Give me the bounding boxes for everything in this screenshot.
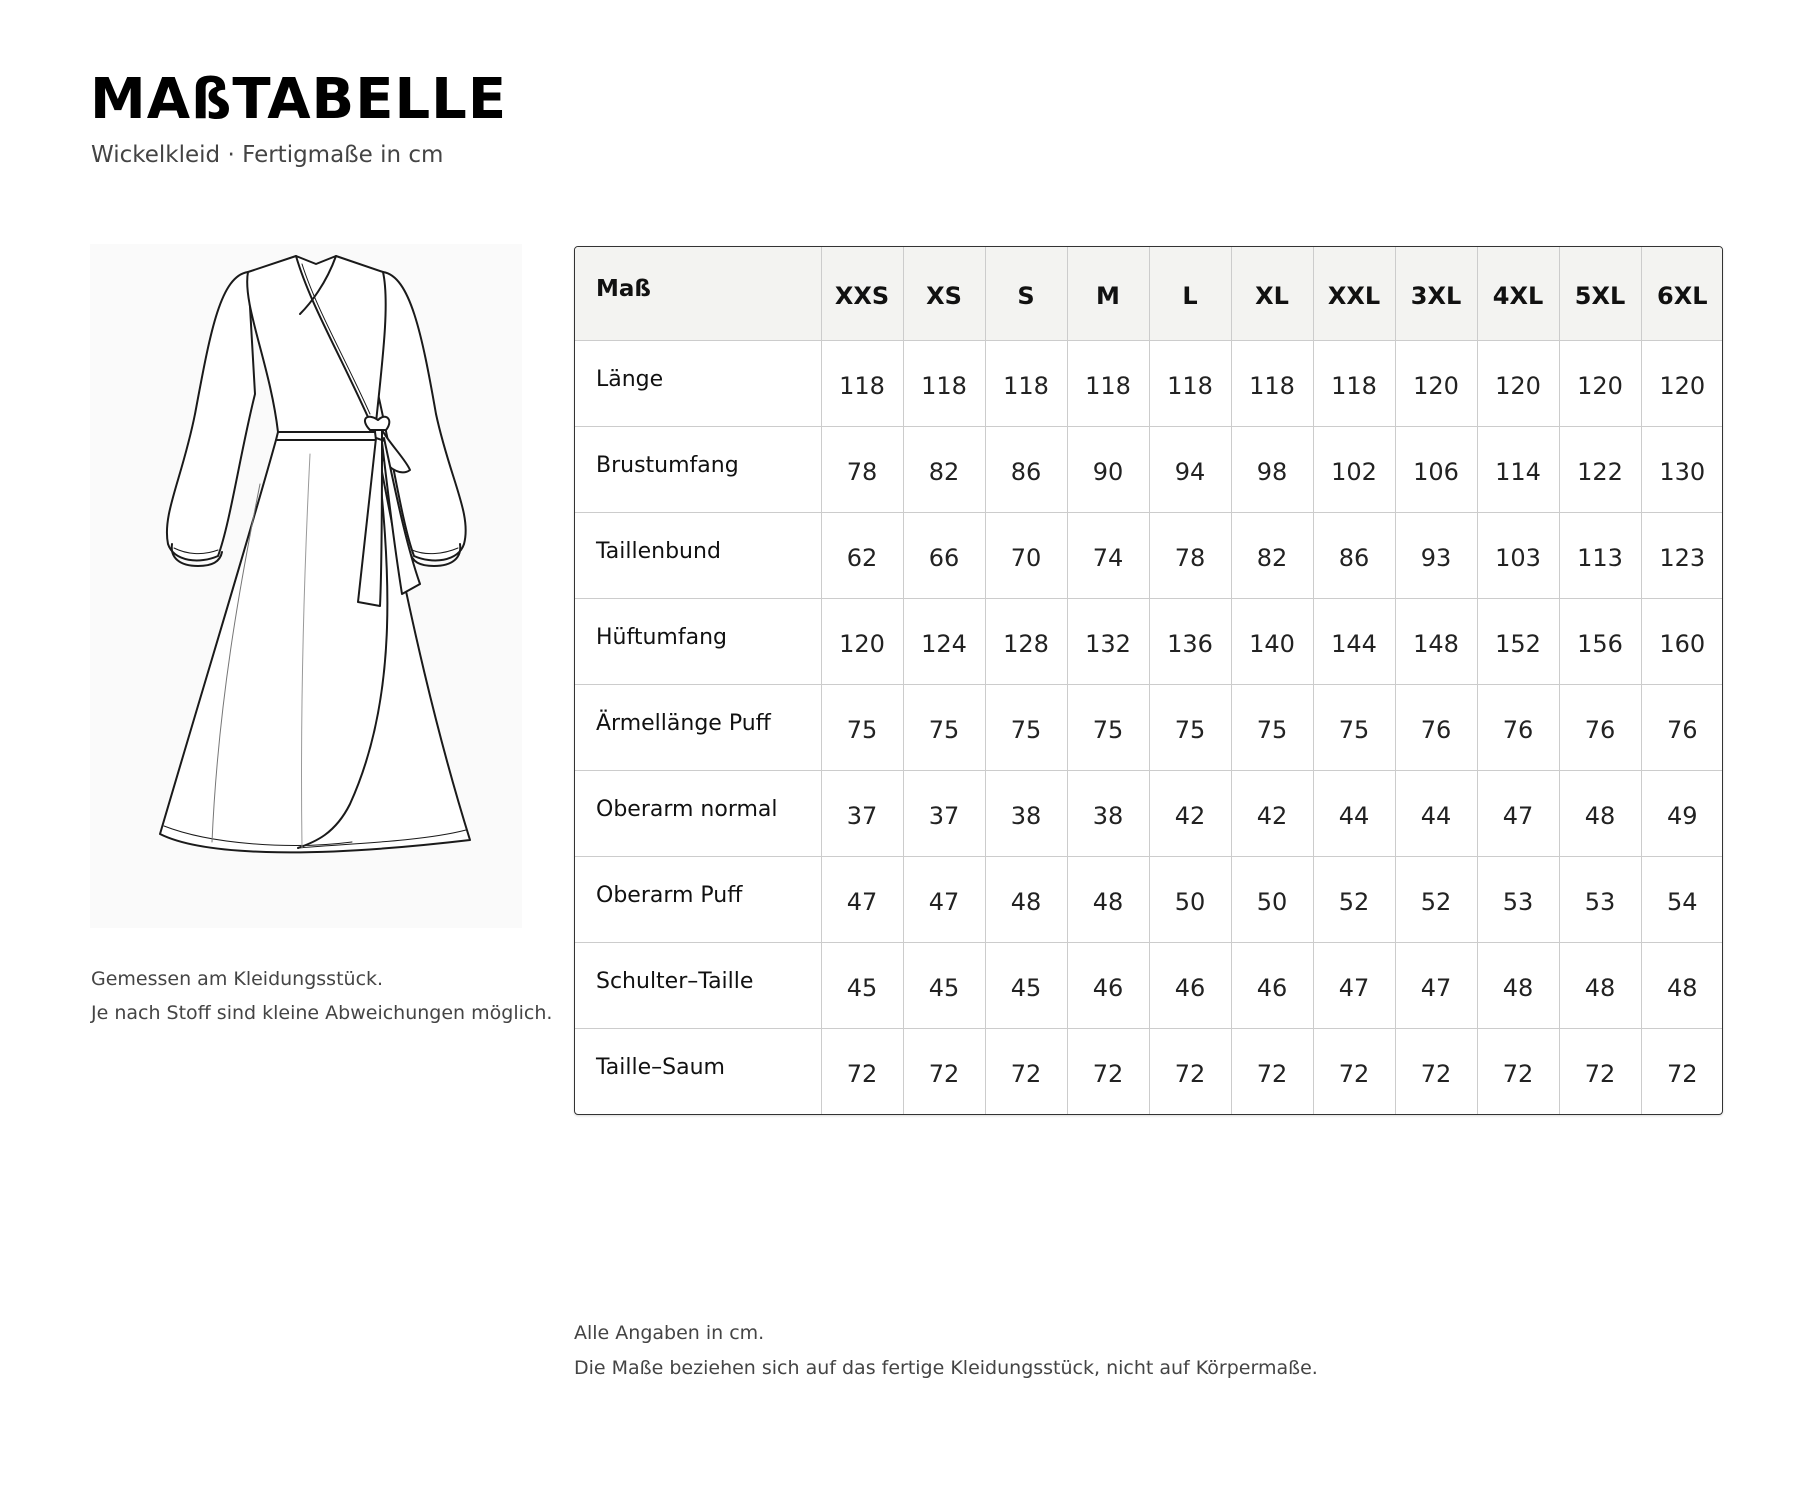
table-cell: 118: [1231, 341, 1313, 427]
table-cell: 72: [1477, 1029, 1559, 1115]
column-header-size: 6XL: [1641, 247, 1723, 341]
column-header-size: 3XL: [1395, 247, 1477, 341]
table-cell: 103: [1477, 513, 1559, 599]
table-cell: 72: [985, 1029, 1067, 1115]
row-label: Ärmellänge Puff: [575, 685, 821, 771]
table-cell: 82: [903, 427, 985, 513]
table-cell: 148: [1395, 599, 1477, 685]
table-cell: 72: [821, 1029, 903, 1115]
table-cell: 37: [903, 771, 985, 857]
units-note: [574, 1316, 1318, 1386]
table-cell: 66: [903, 513, 985, 599]
table-cell: 49: [1641, 771, 1723, 857]
row-label: Länge: [575, 341, 821, 427]
table-cell: 46: [1067, 943, 1149, 1029]
table-cell: 78: [821, 427, 903, 513]
table-cell: 75: [1067, 685, 1149, 771]
table-cell: 44: [1313, 771, 1395, 857]
table-cell: 144: [1313, 599, 1395, 685]
row-label: Taille–Saum: [575, 1029, 821, 1115]
table-cell: 122: [1559, 427, 1641, 513]
column-header-size: XL: [1231, 247, 1313, 341]
wrap-dress-icon: [90, 244, 522, 928]
note-line: Gemessen am Kleidungsstück.: [91, 968, 384, 990]
table-cell: 78: [1149, 513, 1231, 599]
table-cell: 118: [1149, 341, 1231, 427]
table-row: [575, 599, 1723, 685]
table-cell: 50: [1149, 857, 1231, 943]
table-cell: 106: [1395, 427, 1477, 513]
table-cell: 114: [1477, 427, 1559, 513]
table-cell: 76: [1559, 685, 1641, 771]
table-cell: 76: [1477, 685, 1559, 771]
table-cell: 118: [1313, 341, 1395, 427]
column-header-size: L: [1149, 247, 1231, 341]
table-cell: 48: [1559, 771, 1641, 857]
table-cell: 47: [1313, 943, 1395, 1029]
table-cell: 140: [1231, 599, 1313, 685]
table-cell: 38: [985, 771, 1067, 857]
table-cell: 75: [903, 685, 985, 771]
table-cell: 45: [985, 943, 1067, 1029]
row-label: Oberarm normal: [575, 771, 821, 857]
row-label: Hüftumfang: [575, 599, 821, 685]
table-cell: 152: [1477, 599, 1559, 685]
column-header-measure: Maß: [575, 247, 821, 341]
table-header-row: [575, 247, 1723, 341]
table-cell: 123: [1641, 513, 1723, 599]
table-cell: 48: [1067, 857, 1149, 943]
row-label: Oberarm Puff: [575, 857, 821, 943]
table-cell: 102: [1313, 427, 1395, 513]
table-cell: 48: [1559, 943, 1641, 1029]
table-cell: 72: [1231, 1029, 1313, 1115]
column-header-size: 4XL: [1477, 247, 1559, 341]
table-cell: 47: [1477, 771, 1559, 857]
table-cell: 136: [1149, 599, 1231, 685]
row-label: Brustumfang: [575, 427, 821, 513]
table-cell: 52: [1313, 857, 1395, 943]
table-cell: 46: [1231, 943, 1313, 1029]
column-header-size: S: [985, 247, 1067, 341]
table-row: [575, 685, 1723, 771]
table-cell: 156: [1559, 599, 1641, 685]
table-cell: 120: [1477, 341, 1559, 427]
note-line: Alle Angaben in cm.: [574, 1322, 765, 1344]
table-cell: 75: [985, 685, 1067, 771]
page-subtitle: Wickelkleid · Fertigmaße in cm: [91, 142, 444, 168]
table-cell: 75: [1313, 685, 1395, 771]
table-cell: 72: [1559, 1029, 1641, 1115]
page-title: MAßTABELLE: [90, 67, 508, 132]
table-row: [575, 427, 1723, 513]
table-cell: 75: [1231, 685, 1313, 771]
measurement-note: [91, 962, 552, 1030]
table-row: [575, 857, 1723, 943]
table-cell: 52: [1395, 857, 1477, 943]
table-cell: 160: [1641, 599, 1723, 685]
table-cell: 124: [903, 599, 985, 685]
table-cell: 86: [985, 427, 1067, 513]
table-cell: 48: [985, 857, 1067, 943]
table-cell: 46: [1149, 943, 1231, 1029]
table-row: [575, 341, 1723, 427]
table-cell: 120: [1559, 341, 1641, 427]
table-cell: 48: [1477, 943, 1559, 1029]
table-cell: 54: [1641, 857, 1723, 943]
table-cell: 90: [1067, 427, 1149, 513]
row-label: Taillenbund: [575, 513, 821, 599]
table-cell: 86: [1313, 513, 1395, 599]
table-cell: 72: [1313, 1029, 1395, 1115]
table-cell: 75: [821, 685, 903, 771]
note-line: Die Maße beziehen sich auf das fertige Kleidungsstück, nicht auf Körpermaße.: [574, 1357, 1318, 1379]
table-cell: 82: [1231, 513, 1313, 599]
dress-illustration: [90, 244, 522, 928]
table-cell: 75: [1149, 685, 1231, 771]
table-cell: 93: [1395, 513, 1477, 599]
table-cell: 118: [903, 341, 985, 427]
table-cell: 53: [1477, 857, 1559, 943]
table-cell: 47: [821, 857, 903, 943]
table-cell: 72: [1666, 1059, 1698, 1088]
column-header-size: XXS: [821, 247, 903, 341]
column-header-size: M: [1067, 247, 1149, 341]
column-header-size: XS: [903, 247, 985, 341]
size-table: [575, 247, 1723, 1114]
table-cell: 94: [1149, 427, 1231, 513]
table-cell: 45: [903, 943, 985, 1029]
table-cell: 72: [1395, 1029, 1477, 1115]
table-cell: 42: [1149, 771, 1231, 857]
table-cell: 74: [1067, 513, 1149, 599]
table-cell: 45: [821, 943, 903, 1029]
table-row: [575, 771, 1723, 857]
table-cell: 76: [1395, 685, 1477, 771]
table-cell: 37: [821, 771, 903, 857]
table-cell: 62: [821, 513, 903, 599]
table-cell: 47: [903, 857, 985, 943]
table-cell: 120: [1395, 341, 1477, 427]
table-cell: 76: [1641, 685, 1723, 771]
size-table-container: [574, 246, 1723, 1115]
table-cell: 38: [1067, 771, 1149, 857]
table-row: [575, 943, 1723, 1029]
table-cell: 98: [1231, 427, 1313, 513]
table-cell: 113: [1559, 513, 1641, 599]
table-cell: 50: [1231, 857, 1313, 943]
table-cell: 47: [1395, 943, 1477, 1029]
table-row: [575, 513, 1723, 599]
table-cell: 120: [1641, 341, 1723, 427]
table-cell: 128: [985, 599, 1067, 685]
table-cell: 118: [985, 341, 1067, 427]
column-header-size: 5XL: [1559, 247, 1641, 341]
column-header-size: XXL: [1313, 247, 1395, 341]
table-cell: 72: [903, 1029, 985, 1115]
table-cell: 132: [1067, 599, 1149, 685]
table-cell: 130: [1641, 427, 1723, 513]
table-cell: 48: [1641, 943, 1723, 1029]
table-cell: 118: [1067, 341, 1149, 427]
table-cell: 118: [821, 341, 903, 427]
table-row: [575, 1029, 1723, 1115]
table-cell: 44: [1395, 771, 1477, 857]
note-line: Je nach Stoff sind kleine Abweichungen möglich.: [91, 1002, 553, 1024]
table-cell: 72: [1067, 1029, 1149, 1115]
table-cell: 120: [821, 599, 903, 685]
table-cell: 42: [1231, 771, 1313, 857]
row-label: Schulter–Taille: [575, 943, 821, 1029]
table-cell: 70: [985, 513, 1067, 599]
table-cell: 53: [1559, 857, 1641, 943]
table-cell: 72: [1149, 1029, 1231, 1115]
